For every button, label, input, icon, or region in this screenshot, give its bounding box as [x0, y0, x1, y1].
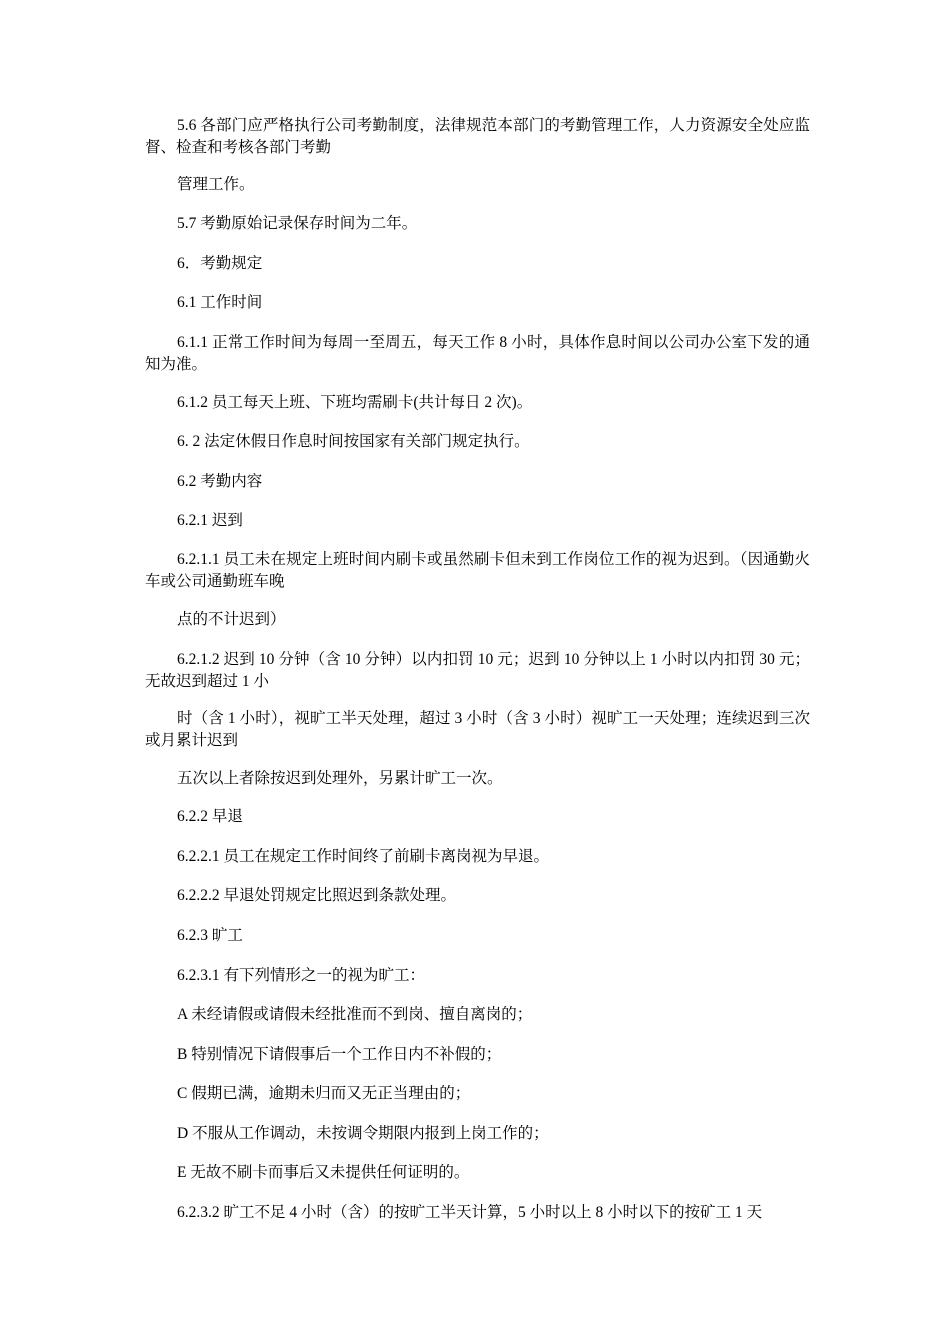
paragraph-6-2-2-2: 6.2.2.2 早退处罚规定比照迟到条款处理。 — [177, 887, 457, 904]
paragraph-6-2-3-1: 6.2.3.1 有下列情形之一的视为旷工： — [177, 967, 426, 984]
paragraph-6-2-1-2-end: 五次以上者除按迟到处理外，另累计旷工一次。 — [177, 770, 503, 787]
list-item-a: A 未经请假或请假未经批准而不到岗、擅自离岗的； — [177, 1006, 533, 1023]
paragraph-5-6: 5.6 各部门应严格执行公司考勤制度，法律规范本部门的考勤管理工作，人力资源安全处应监督、检查和考核各部门考勤 — [145, 117, 810, 156]
paragraph-6-2-holiday: 6. 2 法定休假日作息时间按国家有关部门规定执行。 — [177, 433, 530, 450]
heading-6-2-1: 6.2.1 迟到 — [177, 512, 243, 529]
paragraph-6-2-1-1-cont: 点的不计迟到） — [177, 611, 286, 628]
paragraph-6-2-3-2: 6.2.3.2 旷工不足 4 小时（含）的按旷工半天计算，5 小时以上 8 小时以下的按矿工 1 天 — [177, 1204, 763, 1221]
paragraph-6-2-1-1: 6.2.1.1 员工未在规定上班时间内刷卡或虽然刷卡但未到工作岗位工作的视为迟到。（因通勤火车或公司通勤班车晚 — [145, 551, 810, 590]
paragraph-5-7: 5.7 考勤原始记录保存时间为二年。 — [177, 215, 418, 232]
paragraph-6-2-1-2: 6.2.1.2 迟到 10 分钟（含 10 分钟）以内扣罚 10 元；迟到 10 分钟以上 1 小时以内扣罚 30 元；无故迟到超过 1 小 — [145, 651, 810, 690]
list-item-e: E 无故不刷卡而事后又未提供任何证明的。 — [177, 1164, 470, 1181]
paragraph-6-1-1: 6.1.1 正常工作时间为每周一至周五，每天工作 8 小时，具体作息时间以公司办公室下发的通知为准。 — [145, 334, 810, 373]
heading-6-1: 6.1 工作时间 — [177, 294, 263, 311]
paragraph-5-6-cont: 管理工作。 — [177, 176, 255, 193]
paragraph-6-1-2: 6.1.2 员工每天上班、下班均需刷卡(共计每日 2 次)。 — [177, 394, 533, 411]
heading-6-2: 6.2 考勤内容 — [177, 473, 263, 490]
heading-6-2-3: 6.2.3 旷工 — [177, 927, 243, 944]
paragraph-6-2-1-2-cont: 时（含 1 小时），视旷工半天处理，超过 3 小时（含 3 小时）视旷工一天处理；连续迟到三次或月累计迟到 — [145, 710, 810, 749]
heading-6-2-2: 6.2.2 早退 — [177, 808, 243, 825]
list-item-d: D 不服从工作调动，未按调令期限内报到上岗工作的； — [177, 1125, 549, 1142]
heading-6: 6．考勤规定 — [177, 255, 263, 272]
list-item-c: C 假期已满，逾期未归而又无正当理由的； — [177, 1085, 471, 1102]
paragraph-6-2-2-1: 6.2.2.1 员工在规定工作时间终了前刷卡离岗视为早退。 — [177, 848, 550, 865]
list-item-b: B 特别情况下请假事后一个工作日内不补假的； — [177, 1046, 502, 1063]
